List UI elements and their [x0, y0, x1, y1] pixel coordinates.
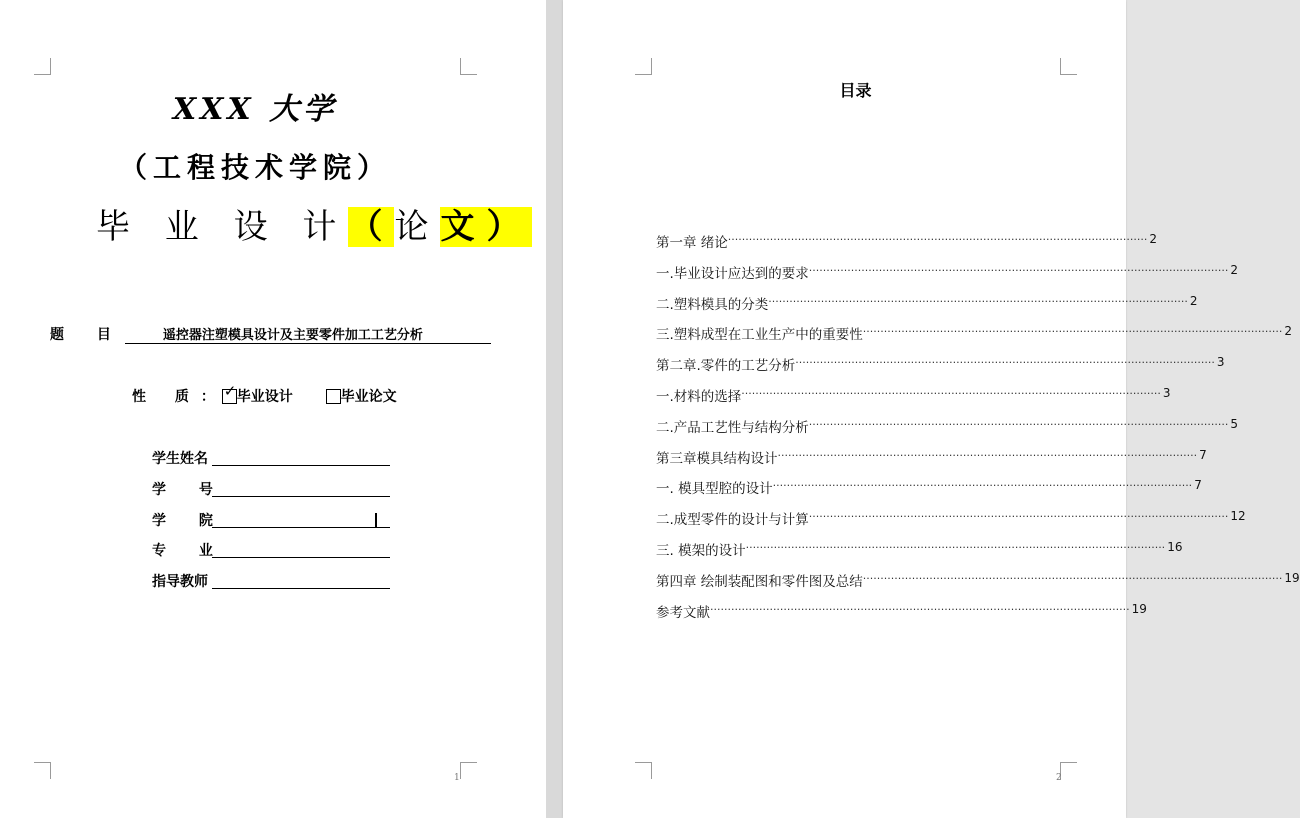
toc-item-text: 三.塑料成型在工业生产中的重要性	[656, 327, 863, 344]
toc-item[interactable]	[656, 539, 1183, 570]
toc-item-page: 16	[1167, 539, 1183, 554]
design-option-label: 毕业设计	[236, 389, 293, 405]
toc-item[interactable]	[656, 477, 1202, 508]
info-label: 指导教师	[152, 574, 208, 590]
page-number: 1	[454, 773, 460, 783]
toc-item[interactable]	[656, 323, 1293, 354]
toc-item-page: 5	[1230, 416, 1239, 431]
toc-leader-dots: ························································································································	[727, 233, 1148, 246]
nature-row	[132, 382, 397, 406]
toc-item[interactable]	[656, 508, 1246, 539]
college-name: （工程技术学院）	[118, 151, 391, 184]
toc-item-page: 7	[1199, 447, 1207, 462]
toc-item-text: 第三章模具结构设计	[656, 450, 778, 467]
info-label: 学 号	[152, 482, 227, 498]
toc-item[interactable]	[656, 231, 1158, 262]
page-gap	[546, 0, 563, 818]
toc-leader-dots: ························································································································	[862, 325, 1283, 339]
toc-item-text: 三. 模架的设计	[656, 542, 746, 559]
toc-item-text: 第四章 绘制装配图和零件图及总结	[656, 573, 863, 590]
toc-item-text: 第一章 绪论	[656, 235, 728, 251]
topic-row	[50, 324, 491, 344]
toc-item-page: 19	[1131, 601, 1147, 616]
thesis-paren-open: （	[348, 207, 395, 247]
crop-mark-top-left	[34, 58, 51, 75]
thesis-paren-close: ）	[486, 207, 533, 247]
toc-leader-dots: ························································································································	[808, 263, 1229, 277]
info-field[interactable]	[212, 572, 390, 589]
toc-item[interactable]	[656, 416, 1239, 447]
info-field[interactable]	[212, 511, 390, 528]
university-name: XXX 大学	[172, 92, 338, 127]
toc-item-page: 3	[1216, 355, 1225, 370]
info-row-student-name	[152, 448, 390, 468]
toc-leader-dots: ························································································································	[710, 602, 1130, 616]
toc-list	[656, 231, 1300, 631]
toc-item-text: 二.成型零件的设计与计算	[656, 512, 809, 529]
toc-leader-dots: ························································································································	[772, 479, 1193, 493]
crop-mark-bottom-right	[1060, 762, 1077, 779]
toc-item-page: 12	[1230, 509, 1246, 524]
toc-item-page: 2	[1284, 324, 1293, 339]
info-row-college	[152, 510, 390, 530]
thesis-option-label: 毕业论文	[340, 389, 397, 405]
info-label: 学生姓名	[152, 451, 208, 467]
thesis-checkbox[interactable]	[326, 389, 341, 404]
info-row-advisor	[152, 571, 390, 591]
toc-item-page: 19	[1284, 570, 1300, 585]
thesis-char-lun: 论	[394, 207, 441, 247]
toc-title: 目录	[839, 81, 872, 100]
thesis-char-wen: 文	[440, 207, 487, 247]
check-mark-icon: ✓	[223, 382, 237, 400]
toc-item-text: 一. 模具型腔的设计	[656, 481, 773, 498]
page-number: 2	[1056, 773, 1062, 783]
toc-leader-dots: ························································································································	[768, 294, 1188, 308]
crop-mark-top-right	[1060, 58, 1077, 75]
toc-item[interactable]	[656, 293, 1198, 324]
toc-leader-dots: ························································································································	[795, 356, 1215, 370]
toc-item-text: 参考文献	[656, 604, 710, 621]
info-field[interactable]	[212, 541, 390, 558]
topic-value[interactable]: 遥控器注塑模具设计及主要零件加工工艺分析	[125, 324, 491, 344]
toc-leader-dots: ························································································································	[745, 540, 1166, 554]
info-label: 专 业	[152, 543, 227, 559]
toc-item-page: 7	[1194, 478, 1202, 493]
toc-item[interactable]	[656, 447, 1207, 478]
page-2	[563, 0, 1300, 818]
nature-label: 性 质：	[132, 389, 227, 405]
page-1	[0, 0, 546, 818]
crop-mark-top-left	[635, 58, 652, 75]
toc-item-text: 一.毕业设计应达到的要求	[656, 265, 809, 282]
toc-item[interactable]	[656, 385, 1171, 416]
crop-mark-bottom-left	[635, 762, 652, 779]
toc-leader-dots: ························································································································	[741, 386, 1161, 400]
crop-mark-bottom-left	[34, 762, 51, 779]
info-field[interactable]	[212, 480, 390, 497]
text-cursor	[375, 513, 377, 527]
toc-item-page: 2	[1189, 293, 1198, 308]
toc-item-text: 一.材料的选择	[656, 388, 742, 405]
toc-leader-dots: ························································································································	[808, 510, 1229, 524]
crop-mark-top-right	[460, 58, 477, 75]
toc-item-text: 二.产品工艺性与结构分析	[656, 419, 809, 436]
toc-leader-dots: ························································································································	[808, 417, 1229, 431]
design-checkbox[interactable]	[222, 382, 237, 404]
topic-label: 题 目	[50, 327, 125, 343]
toc-item-text: 第二章.零件的工艺分析	[656, 358, 796, 375]
toc-item[interactable]	[656, 354, 1225, 385]
info-row-student-id	[152, 479, 390, 499]
crop-mark-bottom-right	[460, 762, 477, 779]
toc-item-page: 3	[1162, 385, 1171, 400]
info-label: 学 院	[152, 513, 227, 529]
toc-item-page: 2	[1149, 232, 1158, 246]
toc-item-page: 2	[1230, 262, 1239, 277]
thesis-type-title	[96, 196, 532, 258]
toc-leader-dots: ························································································································	[777, 448, 1198, 462]
toc-item[interactable]	[656, 601, 1147, 632]
toc-leader-dots: ························································································································	[862, 571, 1283, 585]
info-row-major	[152, 540, 390, 560]
toc-item[interactable]	[656, 262, 1239, 293]
info-field[interactable]	[212, 449, 390, 466]
toc-item[interactable]	[656, 570, 1300, 601]
toc-item-text: 二.塑料模具的分类	[656, 296, 769, 313]
thesis-title-part: 毕 业 设 计	[96, 207, 349, 247]
